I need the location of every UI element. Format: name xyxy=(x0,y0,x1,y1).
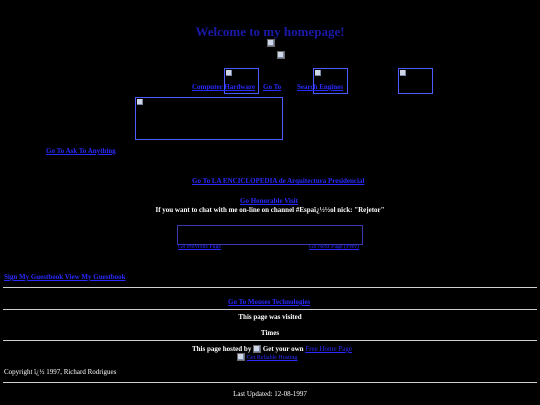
visited-text: This page was visited xyxy=(238,313,302,321)
divider-3 xyxy=(3,340,537,341)
nav-link-goto[interactable]: Go To xyxy=(263,83,282,91)
hosted-mid: Get your own xyxy=(262,345,304,353)
left-ask-link[interactable]: Go To Ask To Anything xyxy=(46,147,116,155)
chat-info: If you want to chat with me on-line on channel #Espaï¿½½ol nick: "Rejetor" xyxy=(155,206,385,214)
divider-2 xyxy=(3,309,537,310)
divider-4 xyxy=(3,382,537,383)
honorable-link[interactable]: Go Honorable Visit xyxy=(240,197,298,205)
enciclopedia-link[interactable]: Go To LA ENCICLOPEDIA de Arquitectura Presidencial xyxy=(192,177,365,185)
last-updated: Last Updated: 12-08-1997 xyxy=(233,390,307,398)
copyright-text: Copyright ï¿½ 1997, Richard Rodrigues xyxy=(4,368,117,376)
reliable-hosting-link[interactable]: Get Reliable Hosting xyxy=(246,355,298,361)
frame-left-link[interactable]: Go Previous Page xyxy=(178,244,221,250)
guestbook-link[interactable]: Sign My Guestbook View My Guestbook xyxy=(4,273,126,281)
mouses-link[interactable]: Go To Mouses Technologies xyxy=(228,298,311,306)
frame-box xyxy=(177,225,363,245)
left-banner-image[interactable] xyxy=(135,97,283,140)
top-broken-image-2 xyxy=(277,51,285,59)
frame-right-link[interactable]: Go Next Page (Prev) xyxy=(309,244,360,250)
top-broken-image-1 xyxy=(267,39,275,47)
hosted-small-image xyxy=(237,353,245,361)
times-text: Times xyxy=(260,329,280,337)
nav-image-3[interactable] xyxy=(398,68,433,94)
nav-link-search[interactable]: Search Engines xyxy=(297,83,343,91)
nav-link-hardware[interactable]: Computer Hardware xyxy=(192,83,255,91)
page-title: Welcome to my homepage! xyxy=(195,24,345,39)
free-home-page-link[interactable]: Free Home Page xyxy=(305,345,352,353)
hosted-small-line xyxy=(237,353,297,361)
divider-1 xyxy=(3,287,537,288)
hosted-prefix: This page hosted by xyxy=(192,345,252,353)
